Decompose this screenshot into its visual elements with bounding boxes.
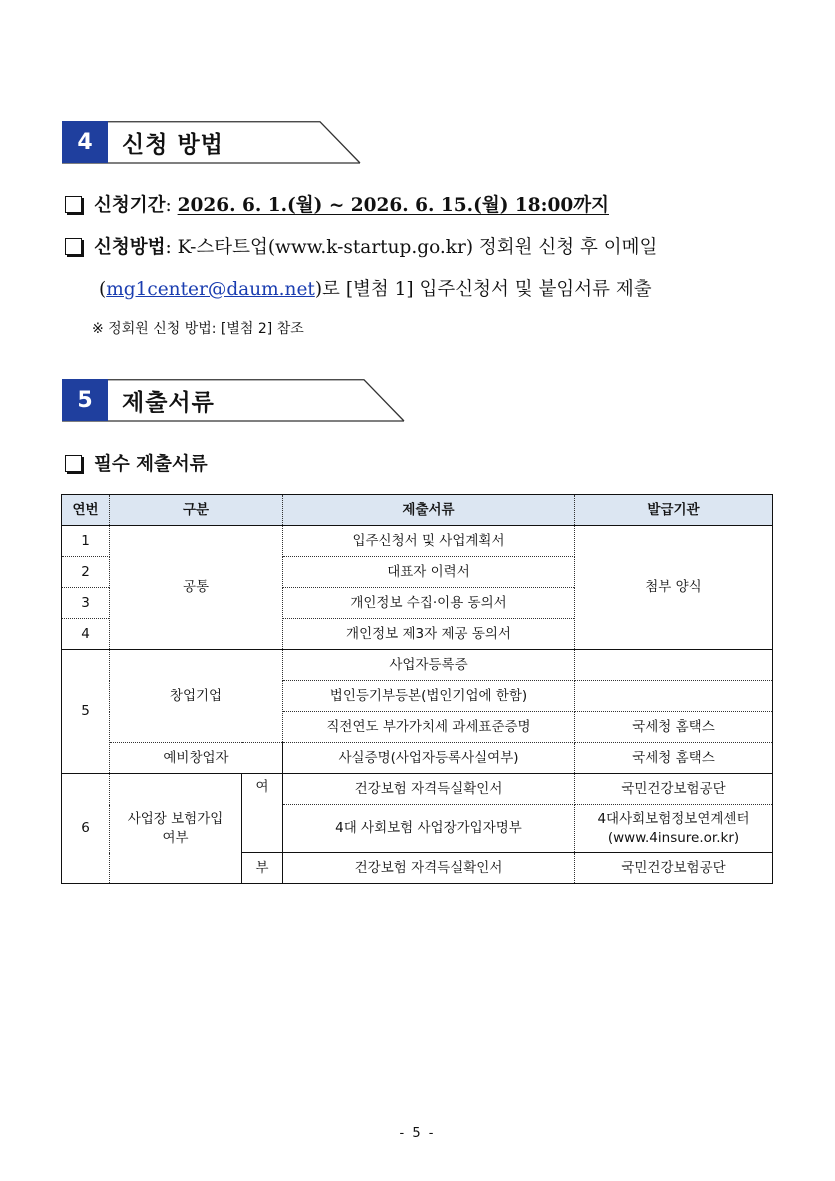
method-text-1: K-스타트업(www.k-startup.go.kr) 정회원 신청 후 이메일 [177, 237, 658, 258]
row-number: 4 [62, 619, 110, 650]
section-4-header [62, 121, 362, 163]
doc-cell: 4대 사회보험 사업장가입자명부 [283, 805, 575, 853]
doc-cell: 대표자 이력서 [283, 557, 575, 588]
section-4-title: 신청 방법 [122, 131, 224, 158]
checkbox-icon [65, 196, 82, 213]
doc-cell: 건강보험 자격득실확인서 [283, 853, 575, 884]
doc-cell: 개인정보 수집·이용 동의서 [283, 588, 575, 619]
table-row [62, 526, 773, 557]
section-5-header [62, 379, 407, 421]
category-cell: 창업기업 [110, 650, 283, 743]
category-line-1: 사업장 보험가입 [127, 811, 224, 828]
checkbox-icon [65, 455, 82, 472]
issuer-line-2: (www.4insure.or.kr) [607, 829, 740, 846]
category-cell [110, 774, 242, 884]
category-cell: 예비창업자 [110, 743, 283, 774]
issuer-cell: 국민건강보험공단 [575, 853, 773, 884]
col-header-category: 구분 [110, 495, 283, 526]
required-docs-table [61, 494, 773, 884]
issuer-cell: 국세청 홈택스 [575, 712, 773, 743]
doc-cell: 입주신청서 및 사업계획서 [283, 526, 575, 557]
row-number: 6 [62, 774, 110, 884]
required-docs-subheading: 필수 제출서류 [65, 450, 208, 476]
doc-cell: 직전연도 부가가치세 과세표준증명 [283, 712, 575, 743]
row-number: 5 [62, 650, 110, 774]
issuer-cell [575, 650, 773, 681]
col-header-no: 연번 [62, 495, 110, 526]
section-5-title: 제출서류 [122, 389, 215, 416]
table-row [62, 743, 773, 774]
email-link[interactable]: mg1center@daum.net [106, 279, 315, 300]
issuer-cell [575, 805, 773, 853]
page-number: - 5 - [399, 1126, 436, 1141]
row-number: 3 [62, 588, 110, 619]
method-text-2: )로 [별첨 1] 입주신청서 및 붙임서류 제출 [314, 279, 652, 300]
col-header-issuer: 발급기관 [575, 495, 773, 526]
section-5-number: 5 [62, 379, 108, 421]
category-line-2: 여부 [162, 829, 189, 846]
issuer-cell: 국세청 홈택스 [575, 743, 773, 774]
table-row [62, 774, 773, 805]
doc-cell: 건강보험 자격득실확인서 [283, 774, 575, 805]
col-header-doc: 제출서류 [283, 495, 575, 526]
doc-cell: 사실증명(사업자등록사실여부) [283, 743, 575, 774]
method-line-2: (mg1center@daum.net)로 [별첨 1] 입주신청서 및 붙임서류 제출 [99, 279, 652, 300]
issuer-cell [575, 681, 773, 712]
section-5-frame [62, 379, 407, 422]
section-4-number: 4 [62, 121, 108, 163]
doc-cell: 법인등기부등본(법인기업에 한함) [283, 681, 575, 712]
doc-cell: 개인정보 제3자 제공 동의서 [283, 619, 575, 650]
row-number: 2 [62, 557, 110, 588]
issuer-line-1: 4대사회보험정보연계센터 [597, 811, 750, 828]
table-row [62, 650, 773, 681]
period-line: 신청기간: 2026. 6. 1.(월) ~ 2026. 6. 15.(월) 18:00까지 [65, 191, 609, 217]
period-label: 신청기간 [94, 195, 166, 216]
row-number: 1 [62, 526, 110, 557]
doc-cell: 사업자등록증 [283, 650, 575, 681]
table-header-row [62, 495, 773, 526]
method-label: 신청방법 [94, 237, 166, 258]
checkbox-icon [65, 238, 82, 255]
membership-note: ※ 정회원 신청 방법: [별첨 2] 참조 [92, 321, 304, 337]
sub-category-cell: 부 [242, 853, 283, 884]
sub-category-cell: 여 [242, 774, 283, 853]
method-line: 신청방법: K-스타트업(www.k-startup.go.kr) 정회원 신청 후 이메일 [65, 233, 657, 259]
category-cell: 공통 [110, 526, 283, 650]
issuer-cell: 첨부 양식 [575, 526, 773, 650]
issuer-cell: 국민건강보험공단 [575, 774, 773, 805]
period-value: 2026. 6. 1.(월) ~ 2026. 6. 15.(월) 18:00까지 [177, 195, 609, 216]
